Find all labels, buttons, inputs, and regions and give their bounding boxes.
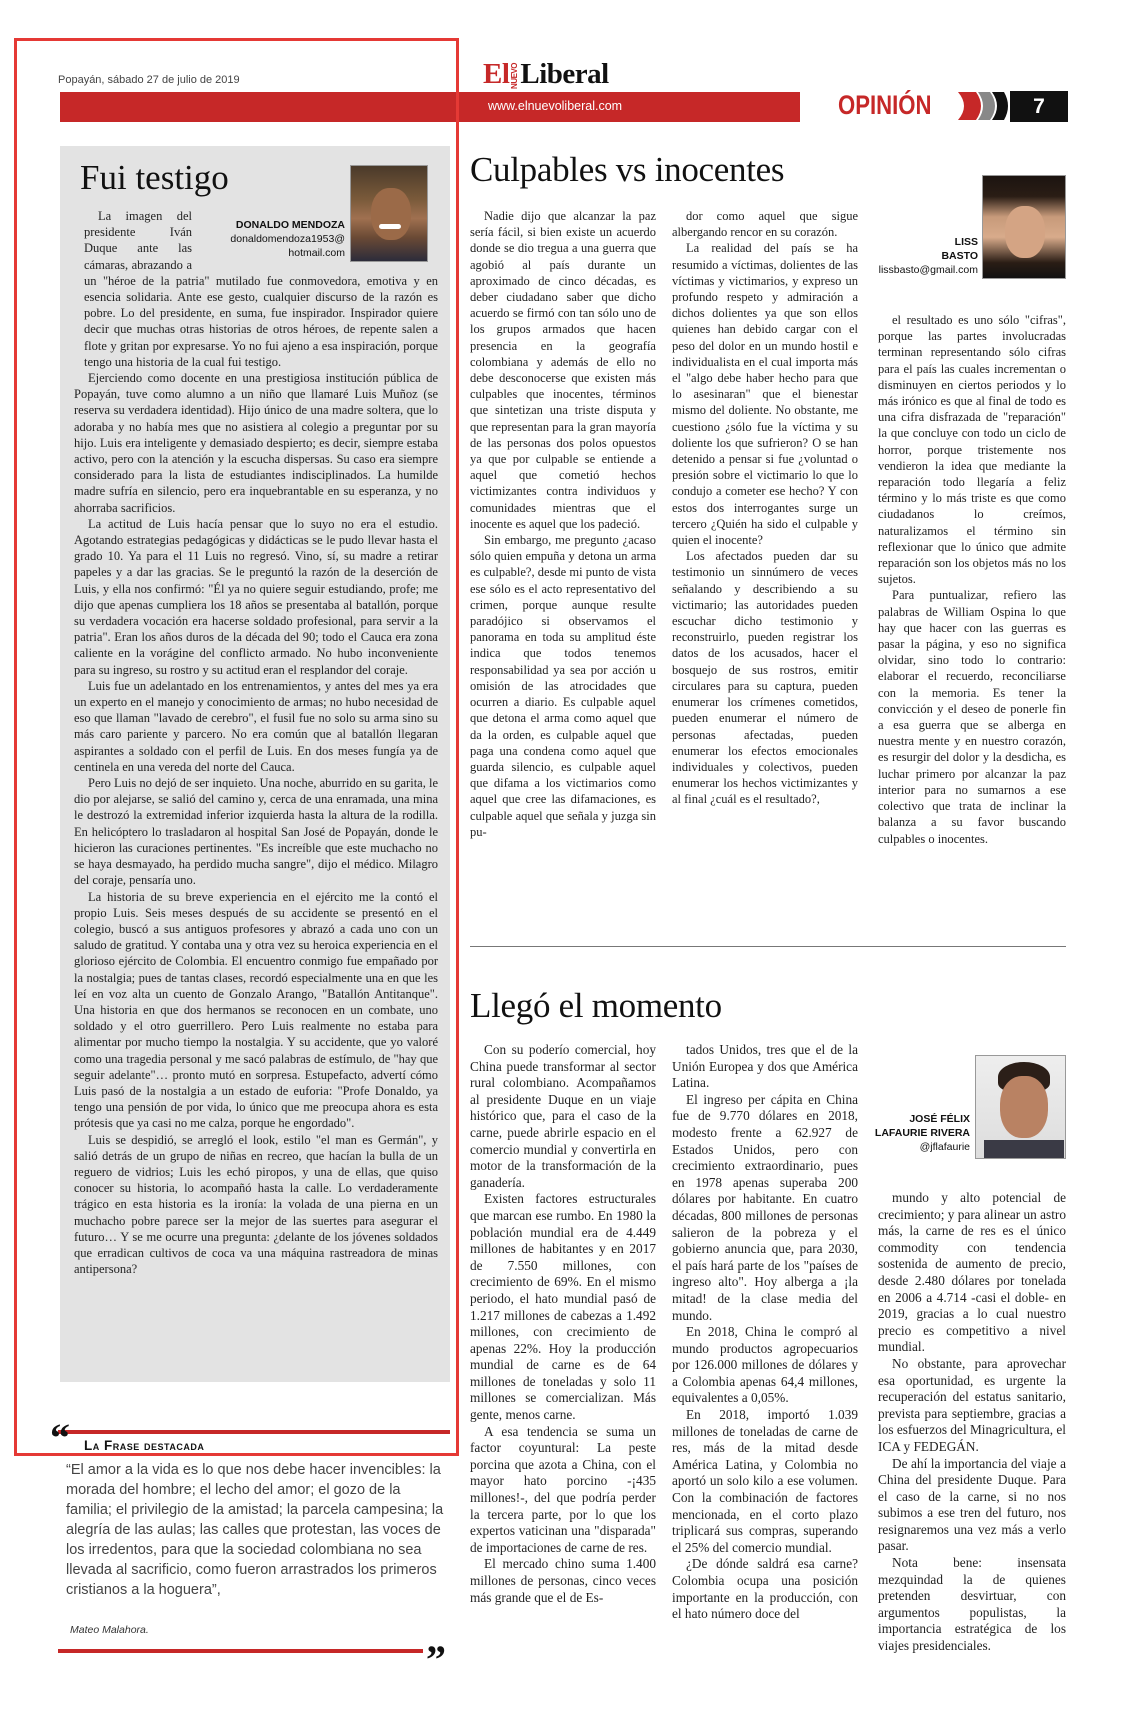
swoosh-icon (956, 90, 1008, 122)
site-url[interactable]: www.elnuevoliberal.com (488, 99, 623, 113)
author-last-name: LAFAURIE RIVERA (874, 1127, 970, 1139)
body-paragraph: La actitud de Luis hacía pensar que lo suyo no era el estudio. Agotando estrategias pedagógicas y didácticas se le pudo llevar hasta el grado 10. Ya para el 11 Luis no regresó. Vino, sí, su madre a retirar papeles y a dar las gracias. Se le preguntó la razón de la deserción de Luis, y ella nos confirmó: "Él ya no quiere seguir estudiando, profe; me dijo que apenas cumpliera los 18 años se presentaba al batallón, porque su verdadera vocación era hacerse soldado profesional, para servir a la patria". Eran los años duros de la década del 90; todo el Cauca era zona caliente en la vorágine del conflicto armado. No hubo inconveniente para su ingreso, su rostro y su actitud eran el resplandor del coraje. (74, 516, 438, 677)
body-paragraph: Los afectados pueden dar su testimonio un sinnúmero de veces señalando y describiendo a su victimario; las autoridades pueden escuchar dicho testimonio y reconstruirlo, pueden registrar los datos de los acusados, hacer el bosquejo de sus rostros, emitir circulares para su captura, pueden enumerar los crímenes cometidos, pueden enumerar el número de personas afectadas, pueden enumerar los efectos emocionales individuales y colectivos, pueden enumerar los hechos victimizantes y al final ¿cuál es el resultado?, (672, 549, 858, 807)
section-title: OPINIÓN (838, 90, 932, 120)
lead-paragraph: La imagen del presidente Iván Duque ante las cámaras, abrazando a un "héroe de la patria" mutilado fue conmovedora, emotiva y en esencia solidaria. Ante ese gesto, cualquier discurso de la razón es pobre. Lo del presidente, en suma, fue inspirador. Inspirador quiere decir que muchas otras historias de otros héroes, de repente salen a flote y gritan por expresarse. Yo no fui ajeno a esa inspiración, porque tengo una historia de la cual fui testigo. (84, 209, 438, 369)
body-paragraph: En 2018, China le compró al mundo productos agropecuarios por 126.000 millones de dólares y a Colombia apenas 64,4 millones, equivalentes a 0,05%. (672, 1324, 858, 1406)
article-column (878, 1190, 1066, 1655)
quote-author: Mateo Malahora. (70, 1624, 149, 1636)
byline-spacer (192, 208, 438, 272)
body-paragraph: Nota bene: insensata mezquindad la de quienes pretenden desvirtuar, con argumentos populistas, la importancia estratégica de los viajes presidenciales. (878, 1555, 1066, 1654)
quote-bottom-bar (58, 1649, 423, 1653)
body-paragraph: Luis se despidió, se arregló el look, estilo "el man es Germán", y salió detrás de un grupo de niñas en recreo, que hacían la bulla de un reguero de vidrios; Luis les echó piropos, y una de ellas, que quiso conocer su historia, lo acompañó hasta la calle. Lo verdaderamente trágico en esta historia es la ironía: la volada de una pierna en un muchacho pobre parece ser la mejor de las suertes para asegurar el futuro… Y se me ocurre una pregunta: ¿delante de los jóvenes soldados que erradican cultivos de coca va una máquina rastreadora de minas antipersona? (74, 1132, 438, 1277)
article-lead (84, 208, 438, 370)
logo-el: El (483, 58, 510, 90)
article-separator (470, 946, 1066, 947)
article-column (470, 1042, 656, 1606)
author-email[interactable]: lissbasto@gmail.com (878, 264, 978, 276)
body-paragraph: Para puntualizar, refiero las palabras de William Ospina lo que hay que hacer con las guerras es pasar la página, y eso no significa olvidar, sino todo lo contrario: elaborar el recuerdo, reconciliarse con la memoria. Es tener la convicción y el deseo de ponerle fin a esa guerra que se alberga en nuestra mente y en nuestro corazón, es resurgir del dolor y la desdicha, es luchar primero por alcanzar la paz interior para no sumarnos a ese colectivo que trata de inclinar la balanza a su favor buscando culpables o inocentes. (878, 588, 1066, 846)
logo-liberal: Liberal (520, 58, 609, 90)
article-body (74, 370, 438, 1277)
left-quote-icon: “ (50, 1415, 70, 1460)
author-first-name: JOSÉ FÉLIX (909, 1113, 970, 1125)
author-handle[interactable]: @jflafaurie (919, 1141, 970, 1153)
body-paragraph: Nadie dijo que alcanzar la paz sería fácil, si bien existe un acuerdo donde se dio tregua a una guerra que agobió al país durante un aproximado de cinco décadas, es deber ciudadano saber que dicho acuerdo se firmó con tan sólo uno de los grupos armados que hacen presencia en la geografía colombiana y además de ello no debe desconocerse que existen más culpables que inocentes, términos que sintetizan una triste disputa y que representan para la gran mayoría de las personas dos polos opuestos ya que por culpable se entiende a aquel que cometió hechos victimizantes contra individuos y comunidades mientras que el inocente es aquel que los padeció. (470, 209, 656, 531)
author-email[interactable]: donaldomendoza1953@ hotmail.com (230, 233, 345, 259)
quote-text: “El amor a la vida es lo que nos debe hacer invencibles: la morada del hombre; el lecho del amor; el gozo de la familia; el privilegio de la amistad; la parcela campesina; la alegría de las aulas; las calles que protestan, las voces de los irredentos, para que la sociedad colombiana no sea llevada al sacrificio, como fueron arrastrados los primeros cristianos a la hoguera”, (66, 1462, 444, 1598)
body-paragraph: En 2018, importó 1.039 millones de toneladas de carne de res, más de la mitad desde América Latina, y Colombia no aportó un solo kilo a ese volumen. Con la combinación de factores mencionada, en el corto plazo triplicará sus compras, superando el 25% del comercio mundial. (672, 1407, 858, 1555)
author-name: DONALDO MENDOZA (235, 219, 345, 231)
body-paragraph: De ahí la importancia del viaje a China del presidente Duque. Para el caso de la carne, si no nos subimos a ese tren del futuro, nos resignaremos una vez más a verlo pasar. (878, 1455, 1066, 1554)
author-last-name: BASTO (941, 250, 978, 262)
masthead-logo (483, 58, 609, 91)
body-paragraph: Pero Luis no dejó de ser inquieto. Una noche, aburrido en su garita, le dio por alejarse, se salió del camino y, cerca de una enramada, una mina le destrozó la extremidad inferior izquierda hasta la altura de la rodilla. En helicóptero lo trasladaron al hospital San José de Popayán, donde le hicieron las curaciones pertinentes. "Es increíble que este muchacho no se haya desmayado, ha perdido mucha sangre", dijo el médico. Milagro del coraje, pensaría uno. (74, 776, 438, 888)
article-title: Fui testigo (80, 158, 229, 197)
body-paragraph: No obstante, para aprovechar esa oportunidad, es urgente la recuperación del estatus sanitario, prevista para septiembre, gracias a los esfuerzos del Minagricultura, el ICA y FEDEGÁN. (878, 1355, 1066, 1454)
logo-nuevo: NUEVO (510, 63, 520, 90)
body-paragraph: El mercado chino suma 1.400 millones de personas, cinco veces más grande que el de Es- (470, 1556, 656, 1605)
body-paragraph: La historia de su breve experiencia en el ejército me la contó el propio Luis. Seis meses después de su accidente se presentó en el colegio, buscó a sus antiguos profesores y abrazó a cada uno con un saludo de gratitud. Y contaba una y otra vez su heroica experiencia en el glorioso ejército de Colombia. El encuentro conmigo fue empañado por la nostalgia; pues de tantas clases, recordó especialmente una en que les leí en voz alta un cuento de Gonzalo Arango, "Batallón Antitanque". Una historia en que dos hermanos se reconocen en un combate, uno soldado y el otro guerrillero. Pero Luis realmente no estaba para alimentar por mucho tiempo la nostalgia. Y su accidente, que yo valoré como una tragedia personal y me sacó palabras de estímulo, de "hay que seguir adelante"… pronto mutó en sorpresa. Estupefacto, advertí cómo Luis pasó de la nostalgia a un estado de euforia: "Profe Donaldo, ya tengo una pensión de por vida, lo único que me preocupa ahora es esta prótesis que ya casi no me calza, porque he engordado". (74, 889, 438, 1131)
body-paragraph: mundo y alto potencial de crecimiento; y para alinear un astro más, la carne de res es el único commodity con tendencia sostenida de aumento de precio, desde 2.480 dólares por tonelada en 2006 a 4.714 -casi el doble- en 2019, gracias a lo cual nuestro precio es competitivo a nivel mundial. (878, 1190, 1066, 1355)
article-column (470, 208, 656, 840)
quote-top-bar (58, 1430, 450, 1434)
right-quote-icon: ” (426, 1637, 446, 1682)
body-paragraph: Con su poderío comercial, hoy China puede transformar al sector rural colombiano. Acompañamos al presidente Duque en un viaje histórico que, para el caso de la carne, puede abrirle espacio en el comercio mundial y convertirla en motor de la transformación de la ganadería. (470, 1042, 656, 1190)
article-column (672, 208, 858, 808)
body-paragraph: tados Unidos, tres que el de la Unión Europea y dos que América Latina. (672, 1042, 858, 1091)
body-paragraph: Existen factores estructurales que marcan ese rumbo. En 1980 la población mundial era de 4.449 millones de habitantes y en 2017 de 7.550 millones, con crecimiento de 69%. En el mismo periodo, el hato mundial pasó de 1.217 millones de cabezas a 1.492 millones, con crecimiento de apenas 22%. Hoy la producción mundial de carne es de 64 millones de toneladas y solo 11 millones se comercializan. Más gente, menos carne. (470, 1191, 656, 1423)
body-paragraph: Sin embargo, me pregunto ¿acaso sólo quien empuña y detona un arma es culpable?, desde mi punto de vista ese sólo es el acto representativo del crimen, porque aunque resulte paradójico si observamos el panorama en toda su amplitud éste indica que todos tenemos responsabilidad ya sea por acción u omisión de las atrocidades que ocurren a diario. Es culpable aquel que detona el arma como aquel que da la orden, es culpable aquel que paga una condena como aquel que guarda silencio, es culpable aquel que difama a los victimarios como aquel que cree las difamaciones, es culpable aquel que señala y juzga sin pu- (470, 533, 656, 839)
body-paragraph: dor como aquel que sigue albergando rencor en su corazón. (672, 209, 858, 240)
body-paragraph: ¿De dónde saldrá esa carne? Colombia ocupa una posición importante en la producción, con el hato número doce del (672, 1556, 858, 1622)
body-paragraph: El ingreso per cápita en China fue de 9.770 dólares en 2018, modesto frente a 62.927 de Estados Unidos, pero con crecimiento extraordinario, pues en 1978 apenas superaba 200 dólares por habitante. En cuatro décadas, 800 millones de personas salieron de la pobreza y el gobierno anuncia que, para 2030, el país hará parte de los "países de ingreso alto". Hoy alberga a ¡la mitad! de la clase media del mundo. (672, 1091, 858, 1323)
author-photo (975, 1055, 1066, 1159)
body-paragraph: A esa tendencia se suma un factor coyuntural: La peste porcina que azota a China, con el mayor hato porcino -¡435 millones!-, del que podría perder la tercera parte, por lo que los expertos vaticinan una "disparada" de importaciones de carne de res. (470, 1423, 656, 1555)
author-first-name: LISS (954, 236, 978, 248)
body-paragraph: Luis fue un adelantado en los entrenamientos, y antes del mes ya era un experto en el manejo y conocimiento de armas; no hubo necesidad de eso que llaman "lavado de cerebro", el fusil fue no solo su arma sino su más caro pariente y parcero. No era común que al batallón llegaran aspirantes a soldado con el perfil de Luis. En dos meses fungía ya de centinela en una vereda del norte del Cauca. (74, 678, 438, 774)
article-title: Llegó el momento (470, 986, 722, 1025)
author-photo (982, 175, 1066, 279)
page-number: 7 (1010, 91, 1068, 122)
body-paragraph: el resultado es uno sólo "cifras", porque las partes involucradas terminan representando sólo cifras para el país las cuales incrementan o disminuyen en ciertos periodos y lo más irónico es que al final de todo es una cifra disfrazada de "reparación" la que concluye con todo un ciclo de horror, porque tristemente nos vendieron la idea que mediante la reparación todo llegaría a feliz término y lo más triste es que como ciudadanos lo creímos, naturalizamos el término sin reflexionar que lo único que admite reparación son los objetos más no los sujetos. (878, 313, 1066, 587)
article-column (878, 312, 1066, 847)
body-paragraph: Ejerciendo como docente en una prestigiosa institución pública de Popayán, tuve como alumno a un niño que llamaré Luis Muñoz (se reserva su verdadera identidad). Hijo único de una madre soltera, que lo adoraba y no había mes que no asistiera al colegio a preguntar por su hijo. Luis era inteligente y demasiado despierto; es decir, siempre estaba activo, pero con la atención y la escucha dispersas. Su caso era siempre considerado para la lista de estudiantes indisciplinados. La humilde madre sufría en silencio, pero era inquebrantable en su esperanza, y no ahorraba sacrificios. (74, 371, 438, 515)
article-column (672, 1042, 858, 1623)
article-title: Culpables vs inocentes (470, 150, 785, 189)
body-paragraph: La realidad del país se ha resumido a víctimas, dolientes de las víctimas y victimarios, y expreso un profundo respeto y admiración a dichos dolientes ya que son ellos quienes han debido cargar con el peso del dolor en un mundo hostil e individualista en el cual importa más el "algo debe haber hecho para que lo asesinaran" que el bienestar mismo del doliente. No obstante, me cuestiono ¿sólo fue la víctima y su doliente los que sufrieron? O se han detenido a pensar si fue ¿voluntad o presión sobre el victimario lo que lo condujo a cometer ese hecho? Y con estos dos interrogantes surge un tercero ¿Quién ha sido el culpable y quien el inocente? (672, 241, 858, 548)
quote-section-title: La Frase destacada (84, 1438, 205, 1453)
issue-date: Popayán, sábado 27 de julio de 2019 (58, 74, 240, 86)
